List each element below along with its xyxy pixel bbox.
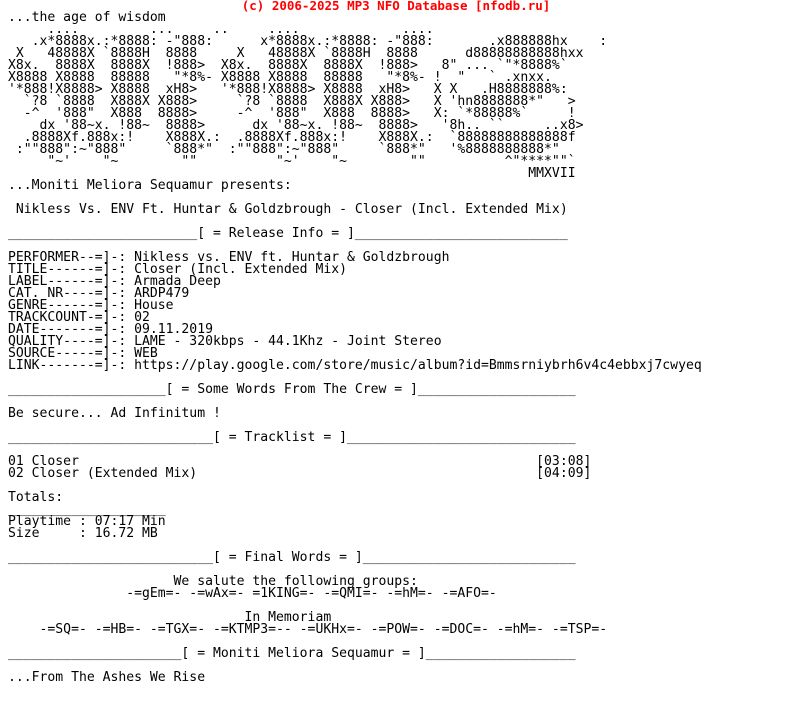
nfo-line: ____________________[ = Some Words From The Crew = ]____________________ bbox=[8, 382, 576, 397]
nfo-line: dx '88~x. !88~ 8888> dx '88~x. !88~ 8888> '8h.. `` ..x8> bbox=[8, 118, 584, 133]
nfo-line: In Memoriam bbox=[8, 610, 332, 625]
nfo-line: X 48888X `8888H 8888 X 48888X `8888H 8888 d88888888888hxx bbox=[8, 46, 584, 61]
nfo-line: We salute the following groups: bbox=[8, 574, 418, 589]
nfo-line: ...From The Ashes We Rise bbox=[8, 670, 206, 685]
nfo-line: -^ '888" X888 8888> -^ '888" X888 8888> X: `*88888%` ! bbox=[8, 106, 576, 121]
nfo-line: "~' "~ "" "~' "~ "" ^"****""` bbox=[8, 154, 576, 169]
nfo-line: MMXVII bbox=[8, 166, 576, 181]
nfo-line: .... ... .. .... .... bbox=[8, 22, 434, 37]
nfo-line: .8888Xf.888x:! X888X.: .8888Xf.888x:! X888X.: `88888888888888f bbox=[8, 130, 576, 145]
nfo-line: -=gEm=- -=wAx=- =1KING=- -=QMI=- -=hM=- -=AFO=- bbox=[8, 586, 497, 601]
nfo-line: 02 Closer (Extended Mix) [04:09] bbox=[8, 466, 592, 481]
nfo-line: ________________________[ = Release Info = ]___________________________ bbox=[8, 226, 568, 241]
nfo-line: Playtime : 07:17 Min bbox=[8, 514, 166, 529]
nfo-line: Nikless Vs. ENV Ft. Huntar & Goldzbrough - Closer (Incl. Extended Mix) bbox=[8, 202, 568, 217]
nfo-line: .x*8888x.:*8888: -"888: x*8888x.:*8888: -"888: .x888888hx : bbox=[8, 34, 608, 49]
nfo-line: '*888!X8888> X8888 xH8> '*888!X8888> X8888 xH8> X X .H8888888%: bbox=[8, 82, 568, 97]
nfo-line: CAT. NR----=]-: ARDP479 bbox=[8, 286, 190, 301]
nfo-text-content bbox=[8, 12, 702, 684]
nfo-line: Size : 16.72 MB bbox=[8, 526, 158, 541]
nfo-line: ...Moniti Meliora Sequamur presents: bbox=[8, 178, 292, 193]
nfo-line: Totals: bbox=[8, 490, 64, 505]
nfo-line: __________________________[ = Final Words = ]___________________________ bbox=[8, 550, 576, 565]
nfo-line: ______________________[ = Moniti Meliora Sequamur = ]___________________ bbox=[8, 646, 576, 661]
nfo-line: LABEL------=]-: Armada Deep bbox=[8, 274, 221, 289]
nfo-line: TRACKCOUNT-=]-: 02 bbox=[8, 310, 150, 325]
nfo-line: DATE-------=]-: 09.11.2019 bbox=[8, 322, 213, 337]
nfo-line: :""888":~"888" `888*" :""888":~"888" `888*" '%8888888888*" bbox=[8, 142, 560, 157]
nfo-line: GENRE------=]-: House bbox=[8, 298, 174, 313]
nfo-line: __________________________[ = Tracklist = ]_____________________________ bbox=[8, 430, 576, 445]
nfo-line: LINK-------=]-: https://play.google.com/store/music/album?id=Bmmsrniybrh6v4c4ebbxj7cwyeq bbox=[8, 358, 702, 373]
nfo-line: QUALITY----=]-: LAME - 320kbps - 44.1Khz - Joint Stereo bbox=[8, 334, 442, 349]
nfo-line: X8888 X8888 88888 "*8%- X8888 X8888 88888 "*8%- ! " ` .xnxx. bbox=[8, 70, 552, 85]
nfo-line: PERFORMER--=]-: Nikless vs. ENV ft. Huntar & Goldzbrough bbox=[8, 250, 450, 265]
nfodb-copyright-header: (c) 2006-2025 MP3 NFO Database [nfodb.ru] bbox=[241, 0, 551, 13]
nfo-line: TITLE------=]-: Closer (Incl. Extended Mix) bbox=[8, 262, 347, 277]
nfo-line: 01 Closer [03:08] bbox=[8, 454, 592, 469]
nfo-line: X8x. 8888X 8888X !888> X8x. 8888X 8888X !888> 8" ... `"*8888%` bbox=[8, 58, 568, 73]
nfo-line: Be secure... Ad Infinitum ! bbox=[8, 406, 221, 421]
nfo-line: ...the age of wisdom bbox=[8, 10, 166, 25]
nfo-line: `?8 `8888 X888X X888> `?8 `8888 X888X X888> X 'hn8888888*" > bbox=[8, 94, 576, 109]
nfo-line: -=SQ=- -=HB=- -=TGX=- -=KTMP3=-- -=UKHx=- -=POW=- -=DOC=- -=hM=- -=TSP=- bbox=[8, 622, 608, 637]
nfo-line: SOURCE-----=]-: WEB bbox=[8, 346, 158, 361]
nfo-line: ____________________ bbox=[8, 502, 166, 517]
